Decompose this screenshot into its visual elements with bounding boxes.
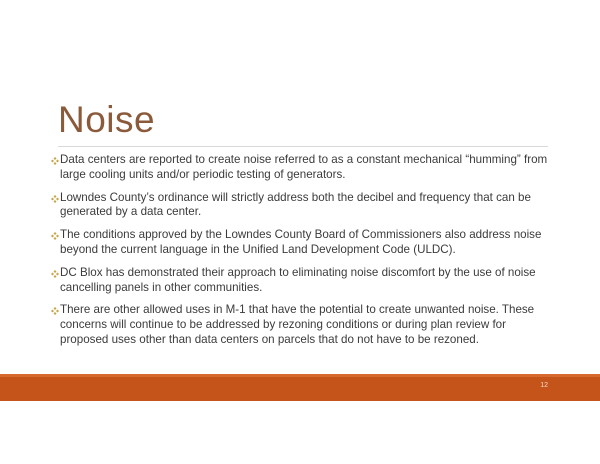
page-number: 12 xyxy=(540,382,548,389)
bullet-text: The conditions approved by the Lowndes County Board of Commissioners also address noise beyond the current language in the Unified Land Development Code (ULDC). xyxy=(60,228,542,256)
bullet-item xyxy=(51,228,551,258)
four-diamond-bullet-icon xyxy=(51,232,59,240)
four-diamond-bullet-icon xyxy=(51,195,59,203)
four-diamond-bullet-icon xyxy=(51,270,59,278)
bullet-item xyxy=(51,303,551,347)
bullet-list xyxy=(51,153,551,356)
bullet-text: Lowndes County’s ordinance will strictly address both the decibel and frequency that can be generated by a data center. xyxy=(60,190,531,219)
slide-title: Noise xyxy=(58,99,156,140)
title-divider xyxy=(58,146,548,147)
footer-band xyxy=(0,374,600,401)
bullet-text: DC Blox has demonstrated their approach to eliminating noise discomfort by the use of noise cancelling panels in other communities. xyxy=(60,265,536,294)
four-diamond-bullet-icon xyxy=(51,157,59,165)
bullet-item xyxy=(51,153,551,183)
bullet-text: Data centers are reported to create noise referred to as a constant mechanical “humming” from large cooling units and/or periodic testing of generators. xyxy=(60,153,548,181)
four-diamond-bullet-icon xyxy=(51,307,59,315)
bullet-item xyxy=(51,266,551,296)
footer-band-highlight xyxy=(0,374,600,377)
bullet-item xyxy=(51,191,551,221)
bullet-text: There are other allowed uses in M-1 that have the potential to create unwanted noise. These concerns will continue to be addressed by rezoning conditions or during plan review for proposed uses other than data centers on parcels that do not have to be rezoned. xyxy=(60,303,535,346)
